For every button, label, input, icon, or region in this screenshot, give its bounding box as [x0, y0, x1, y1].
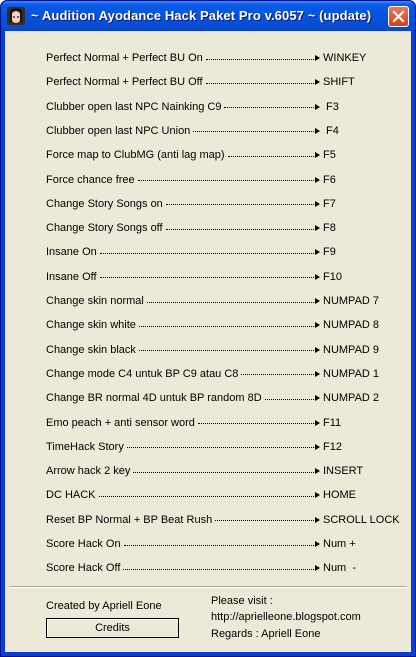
hotkey-row: [46, 343, 403, 357]
arrow-right-icon: [315, 395, 320, 401]
hotkey-key: Num +: [323, 538, 356, 550]
hotkey-label: Score Hack Off: [46, 562, 121, 575]
hotkey-label: Emo peach + anti sensor word: [46, 416, 195, 429]
client-area: [5, 31, 411, 652]
hotkey-row: [46, 270, 403, 284]
hotkey-key: F8: [323, 222, 336, 235]
hotkey-row: [46, 124, 403, 138]
dotted-leader: [123, 569, 314, 570]
dotted-leader: [206, 59, 314, 60]
hotkey-key: F9: [323, 246, 336, 259]
hotkey-label: TimeHack Story: [46, 440, 124, 453]
hotkey-label: Perfect Normal + Perfect BU Off: [46, 76, 203, 89]
credits-button[interactable]: Credits: [46, 618, 179, 638]
hotkey-label: Change Story Songs on: [46, 197, 163, 210]
hotkey-key: F12: [323, 440, 342, 453]
hotkey-row: [46, 245, 403, 259]
hotkey-row: [46, 294, 403, 308]
dotted-leader: [265, 399, 314, 400]
arrow-right-icon: [315, 347, 320, 353]
visit-label: Please visit :: [211, 595, 273, 607]
hotkey-label: Change skin white: [46, 319, 136, 332]
arrow-right-icon: [315, 517, 320, 523]
hotkey-label: Insane On: [46, 246, 97, 259]
arrow-right-icon: [315, 468, 320, 474]
hotkey-row: [46, 221, 403, 235]
arrow-right-icon: [315, 128, 320, 134]
hotkey-label: DC HACK: [46, 489, 96, 502]
hotkey-row: [46, 416, 403, 430]
hotkey-row: [46, 513, 403, 527]
close-icon: [389, 7, 408, 26]
arrow-right-icon: [315, 201, 320, 207]
hotkey-row: [46, 464, 403, 478]
hotkey-label: Change BR normal 4D untuk BP random 8D: [46, 392, 262, 405]
arrow-right-icon: [315, 55, 320, 61]
dotted-leader: [206, 83, 314, 84]
arrow-right-icon: [315, 298, 320, 304]
dotted-leader: [166, 229, 314, 230]
hotkey-key: NUMPAD 2: [323, 392, 380, 405]
hotkey-label: Change skin black: [46, 343, 136, 356]
hotkey-label: Clubber open last NPC Union: [46, 124, 191, 137]
hotkey-row: [46, 318, 403, 332]
hotkey-key: NUMPAD 7: [323, 295, 380, 307]
dotted-leader: [224, 107, 314, 108]
hotkey-row: [46, 75, 403, 89]
hotkey-row: [46, 367, 403, 381]
dotted-leader: [124, 545, 314, 546]
arrow-right-icon: [315, 104, 320, 110]
hotkey-label: Score Hack On: [46, 538, 121, 550]
dotted-leader: [133, 472, 314, 473]
hotkey-row: [46, 100, 403, 114]
avatar-icon: [7, 7, 25, 25]
arrow-right-icon: [315, 225, 320, 231]
hotkey-row: [46, 197, 403, 211]
regards-text: Regards : Apriell Eone: [211, 628, 321, 640]
hotkey-row: [46, 391, 403, 405]
title-bar[interactable]: [1, 1, 415, 31]
hotkey-label: Reset BP Normal + BP Beat Rush: [46, 513, 213, 526]
hotkey-key: SHIFT: [323, 76, 355, 89]
dotted-leader: [99, 496, 314, 497]
arrow-right-icon: [315, 492, 320, 498]
hotkey-row: [46, 148, 403, 162]
hotkey-key: F7: [323, 197, 336, 210]
dotted-leader: [100, 253, 314, 254]
window-title: ~ Audition Ayodance Hack Paket Pro v.6057 ~ (update): [31, 8, 372, 23]
dotted-leader: [127, 447, 314, 448]
arrow-right-icon: [315, 420, 320, 426]
hotkey-key: F3: [323, 100, 339, 113]
hotkey-row: [46, 537, 403, 551]
hotkey-key: HOME: [323, 489, 356, 502]
hotkey-key: F6: [323, 173, 336, 186]
dotted-leader: [139, 326, 314, 327]
close-button[interactable]: [388, 6, 409, 27]
hotkey-label: Change skin normal: [46, 295, 144, 307]
dotted-leader: [166, 204, 314, 205]
separator: [9, 586, 407, 588]
dotted-leader: [228, 156, 314, 157]
arrow-right-icon: [315, 444, 320, 450]
hotkey-key: F11: [323, 416, 342, 429]
hotkey-label: Insane Off: [46, 270, 97, 283]
hotkey-row: [46, 440, 403, 454]
arrow-right-icon: [315, 177, 320, 183]
arrow-right-icon: [315, 249, 320, 255]
hotkey-row: [46, 488, 403, 502]
hotkey-label: Clubber open last NPC Nainking C9: [46, 100, 222, 113]
arrow-right-icon: [315, 371, 320, 377]
arrow-right-icon: [315, 79, 320, 85]
dotted-leader: [241, 374, 314, 375]
arrow-right-icon: [315, 152, 320, 158]
hotkey-key: NUMPAD 9: [323, 343, 380, 356]
dotted-leader: [138, 180, 314, 181]
hotkey-key: Num -: [323, 562, 356, 575]
dotted-leader: [215, 520, 314, 521]
hotkey-key: WINKEY: [323, 52, 367, 64]
dotted-leader: [193, 131, 314, 132]
hotkey-label: Perfect Normal + Perfect BU On: [46, 52, 203, 64]
hotkey-key: NUMPAD 1: [323, 367, 380, 380]
dotted-leader: [139, 350, 314, 351]
arrow-right-icon: [315, 322, 320, 328]
hotkey-key: INSERT: [323, 465, 364, 478]
arrow-right-icon: [315, 274, 320, 280]
dotted-leader: [147, 302, 314, 303]
hotkey-row: [46, 51, 403, 65]
hotkey-label: Arrow hack 2 key: [46, 465, 131, 478]
dotted-leader: [100, 277, 314, 278]
blog-url[interactable]: http://aprielleone.blogspot.com: [211, 611, 361, 623]
hotkey-label: Force map to ClubMG (anti lag map): [46, 149, 225, 162]
hotkey-key: SCROLL LOCK: [323, 513, 400, 526]
hotkey-key: NUMPAD 8: [323, 319, 380, 332]
hotkey-row: [46, 173, 403, 187]
arrow-right-icon: [315, 541, 320, 547]
hotkey-label: Change mode C4 untuk BP C9 atau C8: [46, 367, 239, 380]
hotkey-row: [46, 561, 403, 575]
hotkey-key: F4: [323, 124, 339, 137]
dotted-leader: [198, 423, 314, 424]
hotkey-label: Force chance free: [46, 173, 135, 186]
hotkey-key: F5: [323, 149, 336, 162]
created-by-text: Created by Apriell Eone: [46, 600, 162, 612]
hotkey-label: Change Story Songs off: [46, 222, 163, 235]
hotkey-key: F10: [323, 270, 342, 283]
arrow-right-icon: [315, 565, 320, 571]
